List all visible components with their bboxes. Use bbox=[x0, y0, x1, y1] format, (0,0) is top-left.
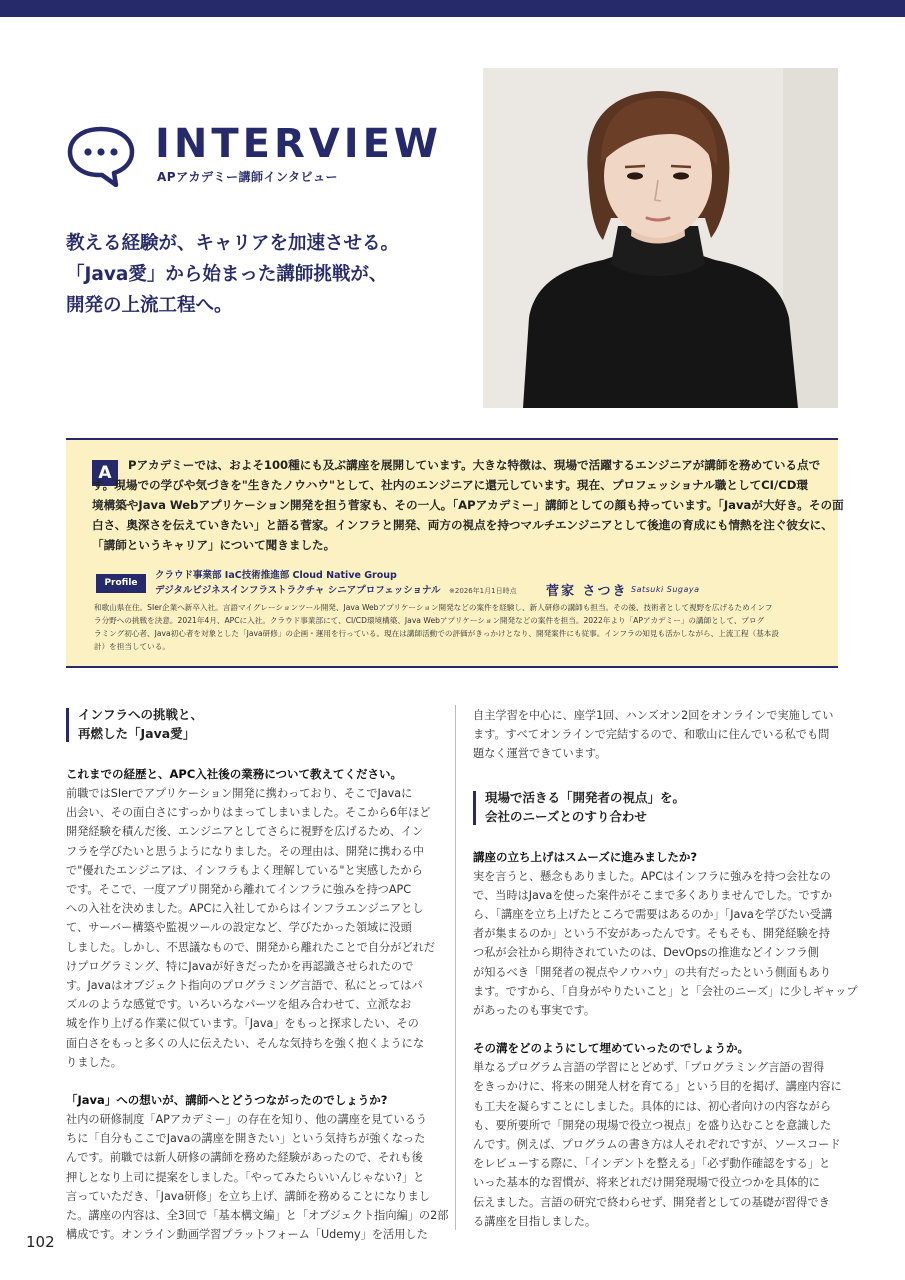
intro-line: 境構築やJava Webアプリケーション開発を担う菅家も、その一人。「APアカデミー」講師としての顔も持っています。「Javaが大好き。その面 bbox=[92, 498, 844, 512]
answer-line: 言っていただき、「Java研修」を立ち上げ、講師を務めることになりまし bbox=[66, 1189, 430, 1203]
answer-line: つ私が会社から期待されていたのは、DevOpsの推進などインフラ側 bbox=[473, 946, 819, 960]
answer-line: 押しとなり上司に提案をしました。「やってみたらいいんじゃない?」と bbox=[66, 1170, 425, 1184]
intro-box bbox=[66, 438, 844, 668]
profile-dept-line: クラウド事業部 IaC技術推進部 Cloud Native Group bbox=[155, 570, 397, 581]
answer-line: です。そこで、一度アプリ開発から離れてインフラに強みを持つAPC bbox=[66, 883, 412, 897]
answer-line: た。講座の内容は、全3回で「基本構文編」と「オブジェクト指向編」の2部 bbox=[66, 1209, 449, 1223]
answer bbox=[66, 784, 435, 1072]
answer-line: いった基本的な習慣が、将来どれだけ開発現場で役立つかを具体的に bbox=[473, 1176, 820, 1190]
headline bbox=[66, 228, 466, 321]
page-subtitle: APアカデミー講師インタビュー bbox=[157, 170, 338, 184]
answer-line: も、要所要所で「開発の現場で役立つ視点」を盛り込むことを意識した bbox=[473, 1118, 832, 1132]
intro-line: 「講師というキャリア」について聞きました。 bbox=[92, 538, 336, 552]
answer-line: る講座を目指しました。 bbox=[473, 1214, 597, 1228]
profile-department bbox=[155, 568, 441, 598]
bio-line: ラミング初心者、Java初心者を対象とした「Java研修」の企画・運用を行っている。現在は講師活動での評価がきっかけとなり、開発案件にも従事。インフラの知見も活かしながら、上流工程（基本設 bbox=[94, 629, 779, 638]
answer-line: けプログラミング、特にJavaが好きだったかを再認識させられたので bbox=[66, 959, 414, 973]
answer-line: て、サーバー構築や監視ツールの設定など、学びたかった領域に没頭 bbox=[66, 921, 412, 935]
profile-name: 菅家 さつき bbox=[546, 584, 628, 599]
column-divider bbox=[455, 705, 456, 1230]
intro-line: す。現場での学びや気づきを"生きたノウハウ"として、社内のエンジニアに還元しています。現在、プロフェッショナル職としてCI/CD環 bbox=[92, 478, 808, 492]
section-heading-line: 現場で活きる「開発者の視点」を。 bbox=[485, 789, 686, 805]
page-title: INTERVIEW bbox=[155, 121, 443, 167]
answer-line: フラを学びたいと思うようになりました。その理由は、開発に携わる中 bbox=[66, 844, 425, 858]
answer-line: も工夫を凝らすことにしました。具体的には、初心者向けの内容ながら bbox=[473, 1099, 832, 1113]
answer-line: ちに「自分もここでJavaの講座を開きたい」という気持ちが強くなった bbox=[66, 1132, 426, 1146]
answer-line: をきっかけに、将来の開発人材を育てる」という目的を掲げ、講座内容に bbox=[473, 1080, 842, 1094]
answer-line: ら、「講座を立ち上げたところで需要はあるのか」「Javaを学びたい受講 bbox=[473, 908, 833, 922]
profile-dept-line: デジタルビジネスインフラストラクチャ シニアプロフェッショナル bbox=[155, 585, 441, 596]
answer-line: 面白さをもっと多くの人に伝えたい、そんな気持ちを強く抱くようにな bbox=[66, 1036, 425, 1050]
headline-line: 教える経験が、キャリアを加速させる。 bbox=[66, 233, 400, 254]
answer-line: 実を言うと、懸念もありました。APCはインフラに強みを持つ会社なの bbox=[473, 869, 831, 883]
answer-line: 題なく運営できています。 bbox=[473, 747, 607, 761]
profile-bio bbox=[94, 601, 819, 653]
right-column bbox=[473, 706, 858, 1231]
answer-line: 構成です。オンライン動画学習プラットフォーム「Udemy」を活用した bbox=[66, 1228, 428, 1242]
answer bbox=[473, 1058, 842, 1231]
answer-line: んです。例えば、プログラムの書き方は人それぞれですが、ソースコード bbox=[473, 1138, 841, 1152]
question: これまでの経歴と、APC入社後の業務について教えてください。 bbox=[66, 767, 403, 781]
headline-line: 開発の上流工程へ。 bbox=[66, 295, 233, 316]
top-bar bbox=[0, 0, 905, 17]
answer bbox=[473, 867, 858, 1021]
section-heading bbox=[473, 788, 839, 826]
question: その溝をどのようにして埋めていったのでしょうか。 bbox=[473, 1041, 749, 1056]
intro-line: Pアカデミーでは、およそ100種にも及ぶ講座を展開しています。大きな特徴は、現場で活躍するエンジニアが講師を務めている点で bbox=[128, 458, 821, 472]
drop-cap: A bbox=[92, 460, 118, 486]
section-heading-line: インフラへの挑戦と、 bbox=[78, 707, 204, 722]
question: 「Java」への想いが、講師へとどうつながったのでしょうか? bbox=[66, 1093, 388, 1108]
section-heading-line: 再燃した「Java愛」 bbox=[78, 726, 196, 741]
answer-line: 城を作り上げる作業に似ています。「Java」をもっと探求したい、その bbox=[66, 1017, 419, 1031]
profile-date-note: ※2026年1月1日時点 bbox=[449, 587, 517, 595]
answer-line: で"優れたエンジニアは、インフラもよく理解している"と実感したから bbox=[66, 863, 423, 877]
answer-line: 伝えました。言語の研究で終わらせず、開発者としての基礎が習得でき bbox=[473, 1195, 830, 1209]
answer-line: への入社を決めました。APCに入社してからはインフラエンジニアとし bbox=[66, 902, 424, 916]
answer bbox=[66, 1110, 449, 1244]
chat-bubble-icon bbox=[66, 125, 136, 187]
answer-line: があったのも事実です。 bbox=[473, 1004, 596, 1018]
answer-line: 自主学習を中心に、座学1回、ハンズオン2回をオンラインで実施してい bbox=[473, 709, 834, 722]
answer-line: で、当時はJavaを使った案件がそこまで多くありませんでした。ですか bbox=[473, 888, 833, 902]
headline-line: 「Java愛」から始まった講師挑戦が、 bbox=[66, 264, 388, 285]
answer-line: 社内の研修制度「APアカデミー」の存在を知り、他の講座を見ているう bbox=[66, 1113, 428, 1127]
answer-line: ます。ですから、「自身がやりたいこと」と「会社のニーズ」に少しギャップ bbox=[473, 984, 858, 998]
answer-line: 開発経験を積んだ後、エンジニアとしてさらに視野を広げるため、イン bbox=[66, 825, 424, 839]
answer-line: す。Javaはオブジェクト指向のプログラミング言語で、私にとってはパ bbox=[66, 979, 423, 993]
answer-line: ます。すべてオンラインで完結するので、和歌山に住んでいる私でも問 bbox=[473, 728, 830, 742]
intro-line: 白さ、奥深さを伝えていきたい」と語る菅家。インフラと開発、両方の視点を持つマルチエンジニアとして後進の育成にも情熱を注ぐ彼女に、 bbox=[92, 518, 833, 532]
bio-line: 計）を担当している。 bbox=[94, 642, 170, 651]
answer-line: 者が集まるのか」という不安があったんです。そもそも、開発経験を持 bbox=[473, 927, 830, 941]
bio-line: ラ分野への挑戦を決意。2021年4月、APCに入社。クラウド事業部にて、CI/CD環境構築、Java Webアプリケーション開発などの案件を担当。2022年より「APアカデミー」の講師として、プログ bbox=[94, 616, 765, 625]
profile-name-roman: Satsuki Sugaya bbox=[631, 585, 700, 594]
left-column bbox=[66, 705, 449, 1244]
answer-line: 出会い、その面白さにすっかりはまってしまいました。そこから6年ほど bbox=[66, 806, 431, 820]
profile-tag: Profile bbox=[96, 574, 146, 593]
page-number: 102 bbox=[26, 1233, 55, 1251]
portrait-photo bbox=[483, 68, 838, 408]
answer-line: が知るべき「開発者の視点やノウハウ」の共有だったという側面もあり bbox=[473, 965, 832, 979]
answer-line: りました。 bbox=[66, 1055, 122, 1069]
answer-line: 単なるプログラム言語の学習にとどめず、「プログラミング言語の習得 bbox=[473, 1061, 825, 1075]
bio-line: 和歌山県在住。SIer企業へ新卒入社。言語マイグレーションツール開発、Java Webアプリケーション開発などの案件を経験し、新人研修の講師も担当。その後、技術者として視野を広げるためインフ bbox=[94, 603, 773, 612]
intro-text bbox=[92, 455, 844, 555]
answer-line: をレビューする際に、「インデントを整える」「必ず動作確認をする」と bbox=[473, 1157, 831, 1171]
answer-line: んです。前職では新人研修の講師を務めた経験があったので、それも後 bbox=[66, 1151, 423, 1165]
section-heading bbox=[66, 705, 432, 743]
question: 講座の立ち上げはスムーズに進みましたか? bbox=[473, 849, 698, 864]
answer-line: ズルのような感覚です。いろいろなパーツを組み合わせて、立派なお bbox=[66, 998, 412, 1012]
answer bbox=[473, 706, 839, 764]
answer-line: 前職ではSIerでアプリケーション開発に携わっており、そこでJavaに bbox=[66, 787, 413, 800]
section-heading-line: 会社のニーズとのすり合わせ bbox=[485, 808, 647, 824]
answer-line: しました。しかし、不思議なもので、開発から離れたことで自分がどれだ bbox=[66, 940, 435, 954]
